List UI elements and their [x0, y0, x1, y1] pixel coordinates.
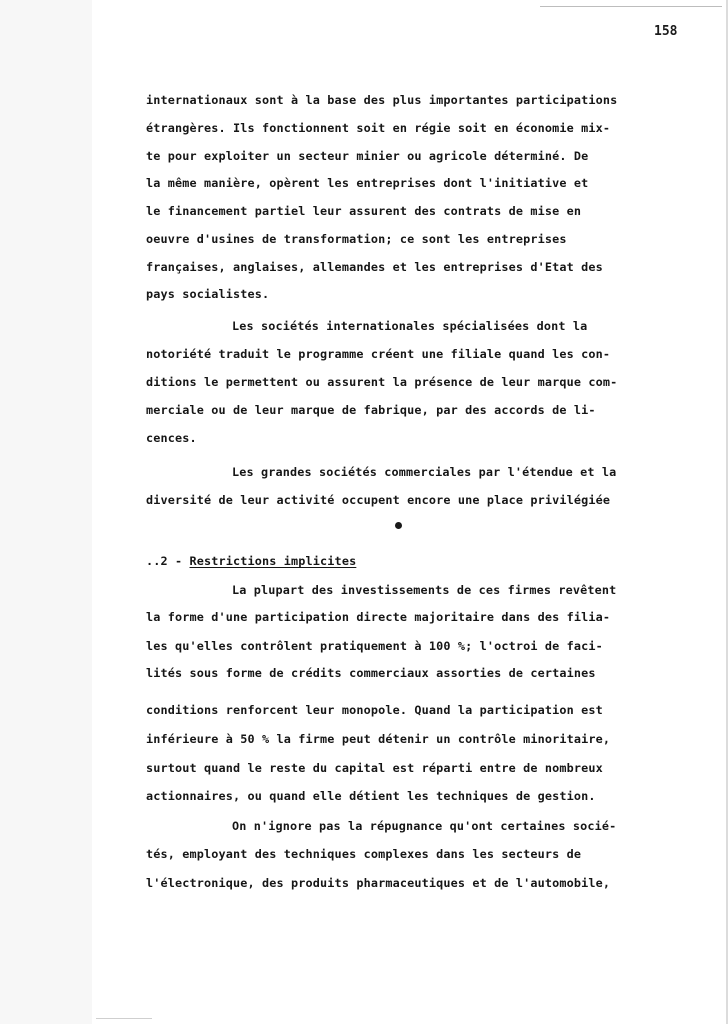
- section-number: ..2 -: [146, 554, 190, 568]
- text-line: merciale ou de leur marque de fabrique, par des accords de li-: [146, 403, 596, 417]
- text-line: l'électronique, des produits pharmaceutiques et de l'automobile,: [146, 876, 611, 890]
- section-bullet: [395, 522, 402, 529]
- text-line: le financement partiel leur assurent des contrats de mise en: [146, 204, 582, 218]
- paragraph-start: La plupart des investissements de ces firmes revêtent: [232, 583, 617, 597]
- text-line: lités sous forme de crédits commerciaux assorties de certaines: [146, 666, 596, 680]
- top-rule: [540, 6, 722, 7]
- text-line: actionnaires, ou quand elle détient les techniques de gestion.: [146, 789, 596, 803]
- text-line: étrangères. Ils fonctionnent soit en régie soit en économie mix-: [146, 121, 611, 135]
- text-line: notoriété traduit le programme créent une filiale quand les con-: [146, 347, 611, 361]
- paragraph-start: Les sociétés internationales spécialisées dont la: [232, 319, 588, 333]
- section-title: Restrictions implicites: [189, 554, 357, 568]
- text-line: les qu'elles contrôlent pratiquement à 100 %; l'octroi de faci-: [146, 639, 603, 653]
- text-line: te pour exploiter un secteur minier ou agricole déterminé. De: [146, 149, 589, 163]
- text-line: la forme d'une participation directe majoritaire dans des filia-: [146, 610, 611, 624]
- scan-margin: [0, 0, 92, 1024]
- section-heading: [146, 553, 728, 569]
- text-line: internationaux sont à la base des plus importantes participations: [146, 93, 618, 107]
- paragraph-start: Les grandes sociétés commerciales par l'étendue et la: [232, 465, 617, 479]
- text-line: tés, employant des techniques complexes dans les secteurs de: [146, 847, 582, 861]
- text-line: oeuvre d'usines de transformation; ce sont les entreprises: [146, 232, 567, 246]
- text-line: pays socialistes.: [146, 287, 270, 301]
- text-line: cences.: [146, 431, 197, 445]
- paragraph-start: On n'ignore pas la répugnance qu'ont certaines socié-: [232, 819, 617, 833]
- bottom-rule: [96, 1018, 152, 1019]
- page-number: 158: [654, 24, 678, 39]
- text-line: françaises, anglaises, allemandes et les entreprises d'Etat des: [146, 260, 603, 274]
- text-line: conditions renforcent leur monopole. Quand la participation est: [146, 703, 603, 717]
- text-line: inférieure à 50 % la firme peut détenir un contrôle minoritaire,: [146, 732, 611, 746]
- text-line: la même manière, opèrent les entreprises dont l'initiative et: [146, 176, 589, 190]
- text-line: surtout quand le reste du capital est réparti entre de nombreux: [146, 761, 603, 775]
- text-line: diversité de leur activité occupent encore une place privilégiée: [146, 493, 611, 507]
- text-line: ditions le permettent ou assurent la présence de leur marque com-: [146, 375, 618, 389]
